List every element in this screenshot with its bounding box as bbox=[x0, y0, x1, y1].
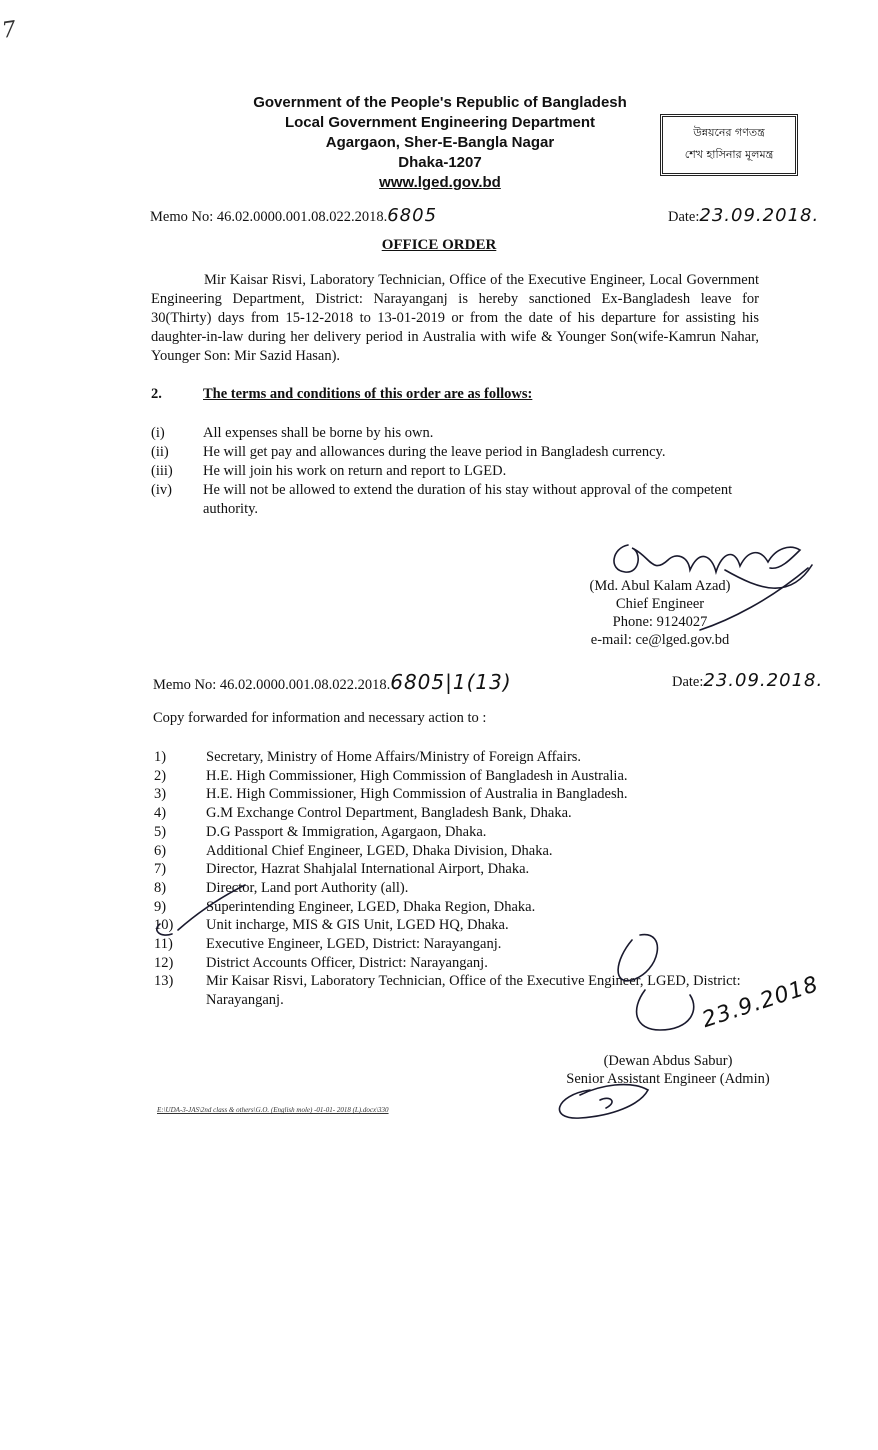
list-item bbox=[151, 462, 771, 481]
memo-label: Memo No: 46.02.0000.001.08.022.2018. bbox=[150, 209, 388, 225]
section-number: 2. bbox=[151, 386, 162, 402]
item-text: He will get pay and allowances during the leave period in Bangladesh currency. bbox=[203, 444, 666, 460]
order-paragraph-text: Mir Kaisar Risvi, Laboratory Technician, Office of the Executive Engineer, Local Government Engineering Department, District: Narayanganj is hereby sanctioned Ex-Bangladesh leave for 30(Thirty) days from 15-12-2018 to 13-01-2019 or from the date of his departure for assisting his daughter-in-law during her delivery period in Australia with wife & Younger Son(wife-Kamrun Nahar, Younger Son: Mir Sazid Hasan). bbox=[151, 272, 759, 364]
item-text: He will not be allowed to extend the duration of his stay without approval of the competent authority. bbox=[203, 482, 733, 517]
item-text: G.M Exchange Control Department, Bangladesh Bank, Dhaka. bbox=[206, 805, 572, 822]
item-text: All expenses shall be borne by his own. bbox=[203, 425, 434, 441]
signatory-block-2 bbox=[548, 1052, 788, 1088]
signatory-name: (Md. Abul Kalam Azad) bbox=[589, 578, 731, 594]
item-number: 4) bbox=[154, 805, 167, 822]
memo-handwritten-number: 6805|1(13) bbox=[390, 670, 512, 694]
letterhead bbox=[140, 93, 740, 193]
memo-date-1 bbox=[668, 205, 819, 226]
list-item bbox=[154, 860, 794, 879]
corner-handwritten-mark: 7 bbox=[0, 17, 18, 44]
letterhead-line-2: Local Government Engineering Department bbox=[284, 114, 596, 131]
item-number: (iv) bbox=[151, 482, 172, 498]
copy-recipient-list bbox=[154, 748, 794, 1010]
list-item bbox=[151, 424, 771, 443]
item-number: 9) bbox=[154, 898, 167, 915]
terms-list bbox=[151, 424, 771, 519]
sap-signature-swirl bbox=[559, 1085, 648, 1119]
handwritten-date: 23.09.2018. bbox=[703, 670, 824, 691]
item-text: Director, Land port Authority (all). bbox=[206, 879, 409, 896]
item-text: Superintending Engineer, LGED, Dhaka Region, Dhaka. bbox=[206, 898, 536, 915]
item-number: 7) bbox=[154, 861, 167, 878]
signatory-phone: Phone: 9124027 bbox=[612, 614, 708, 630]
list-item bbox=[151, 481, 771, 519]
signatory-name: (Dewan Abdus Sabur) bbox=[603, 1053, 733, 1069]
item-number: (iii) bbox=[151, 463, 173, 479]
office-order-title: OFFICE ORDER bbox=[381, 237, 497, 253]
item-number: 6) bbox=[154, 842, 167, 859]
signatory-designation: Senior Assistant Engineer (Admin) bbox=[566, 1071, 770, 1087]
list-item bbox=[154, 879, 794, 898]
handwritten-initial-date: 23.9.2018 bbox=[699, 971, 822, 1034]
list-item bbox=[154, 767, 794, 786]
item-text: Secretary, Ministry of Home Affairs/Ministry of Foreign Affairs. bbox=[206, 749, 582, 765]
list-item bbox=[154, 898, 794, 917]
motto-line-1: উন্নয়নের গণতন্ত্র bbox=[693, 126, 765, 139]
list-item bbox=[154, 954, 794, 973]
item-number: (ii) bbox=[151, 444, 169, 460]
item-number: 10) bbox=[154, 917, 174, 934]
item-number: 1) bbox=[154, 749, 167, 765]
item-text: Additional Chief Engineer, LGED, Dhaka Division, Dhaka. bbox=[206, 842, 553, 859]
memo-number-2 bbox=[153, 670, 512, 694]
list-item bbox=[154, 935, 794, 954]
item-text: Executive Engineer, LGED, District: Narayanganj. bbox=[206, 936, 502, 953]
item-text: Unit incharge, MIS & GIS Unit, LGED HQ, Dhaka. bbox=[206, 917, 509, 934]
date-label: Date: bbox=[668, 209, 700, 225]
sap-signature-loop bbox=[600, 1098, 612, 1108]
item-text: H.E. High Commissioner, High Commission of Bangladesh in Australia. bbox=[206, 767, 628, 784]
item-text: He will join his work on return and report to LGED. bbox=[203, 463, 507, 479]
list-item bbox=[154, 804, 794, 823]
handwritten-date: 23.09.2018. bbox=[699, 205, 820, 226]
list-item bbox=[151, 443, 771, 462]
memo-date-2 bbox=[672, 670, 823, 691]
letterhead-line-4: Dhaka-1207 bbox=[398, 154, 482, 171]
letterhead-line-3: Agargaon, Sher-E-Bangla Nagar bbox=[325, 134, 555, 151]
file-path-footer: E:\UDA-3-JAS\2nd class & others\G.O. (English mole) -01-01- 2018 (L).docx\330 bbox=[157, 1106, 389, 1114]
section-2-heading bbox=[151, 386, 533, 403]
item-number: 13) bbox=[154, 973, 174, 990]
memo-number-1 bbox=[150, 205, 437, 226]
item-text: Mir Kaisar Risvi, Laboratory Technician, Office of the Executive Engineer, LGED, District: Narayanganj. bbox=[206, 973, 741, 1009]
item-number: (i) bbox=[151, 425, 165, 441]
memo-handwritten-number: 6805 bbox=[387, 205, 438, 226]
item-text: District Accounts Officer, District: Narayanganj. bbox=[206, 954, 488, 971]
list-item bbox=[154, 823, 794, 842]
item-text: Director, Hazrat Shahjalal International Airport, Dhaka. bbox=[206, 861, 530, 878]
item-number: 5) bbox=[154, 823, 167, 840]
list-item bbox=[154, 785, 794, 804]
signatory-email[interactable]: e-mail: ce@lged.gov.bd bbox=[590, 632, 730, 648]
signatory-designation: Chief Engineer bbox=[615, 596, 705, 612]
item-text: H.E. High Commissioner, High Commission of Australia in Bangladesh. bbox=[206, 786, 628, 803]
list-item bbox=[154, 916, 794, 935]
item-number: 3) bbox=[154, 786, 167, 803]
website-link[interactable]: www.lged.gov.bd bbox=[379, 174, 501, 191]
item-number: 8) bbox=[154, 879, 167, 896]
signatory-block-1 bbox=[560, 577, 760, 649]
item-number: 11) bbox=[154, 936, 173, 953]
chief-engineer-signature bbox=[614, 545, 800, 572]
motto-line-2: শেখ হাসিনার মূলমন্ত্র bbox=[684, 148, 774, 161]
item-text: D.G Passport & Immigration, Agargaon, Dhaka. bbox=[206, 823, 487, 840]
item-number: 12) bbox=[154, 954, 174, 971]
letterhead-line-1: Government of the People's Republic of Bangladesh bbox=[253, 94, 627, 111]
order-paragraph bbox=[151, 271, 759, 366]
memo-label: Memo No: 46.02.0000.001.08.022.2018. bbox=[153, 677, 391, 693]
list-item bbox=[154, 972, 794, 1009]
copy-forwarded-line: Copy forwarded for information and necessary action to : bbox=[153, 710, 487, 726]
motto-box bbox=[660, 114, 798, 176]
section-heading-text: The terms and conditions of this order are as follows: bbox=[203, 386, 533, 402]
date-label: Date: bbox=[672, 674, 704, 690]
list-item bbox=[154, 748, 794, 767]
item-number: 2) bbox=[154, 767, 167, 784]
list-item bbox=[154, 842, 794, 861]
